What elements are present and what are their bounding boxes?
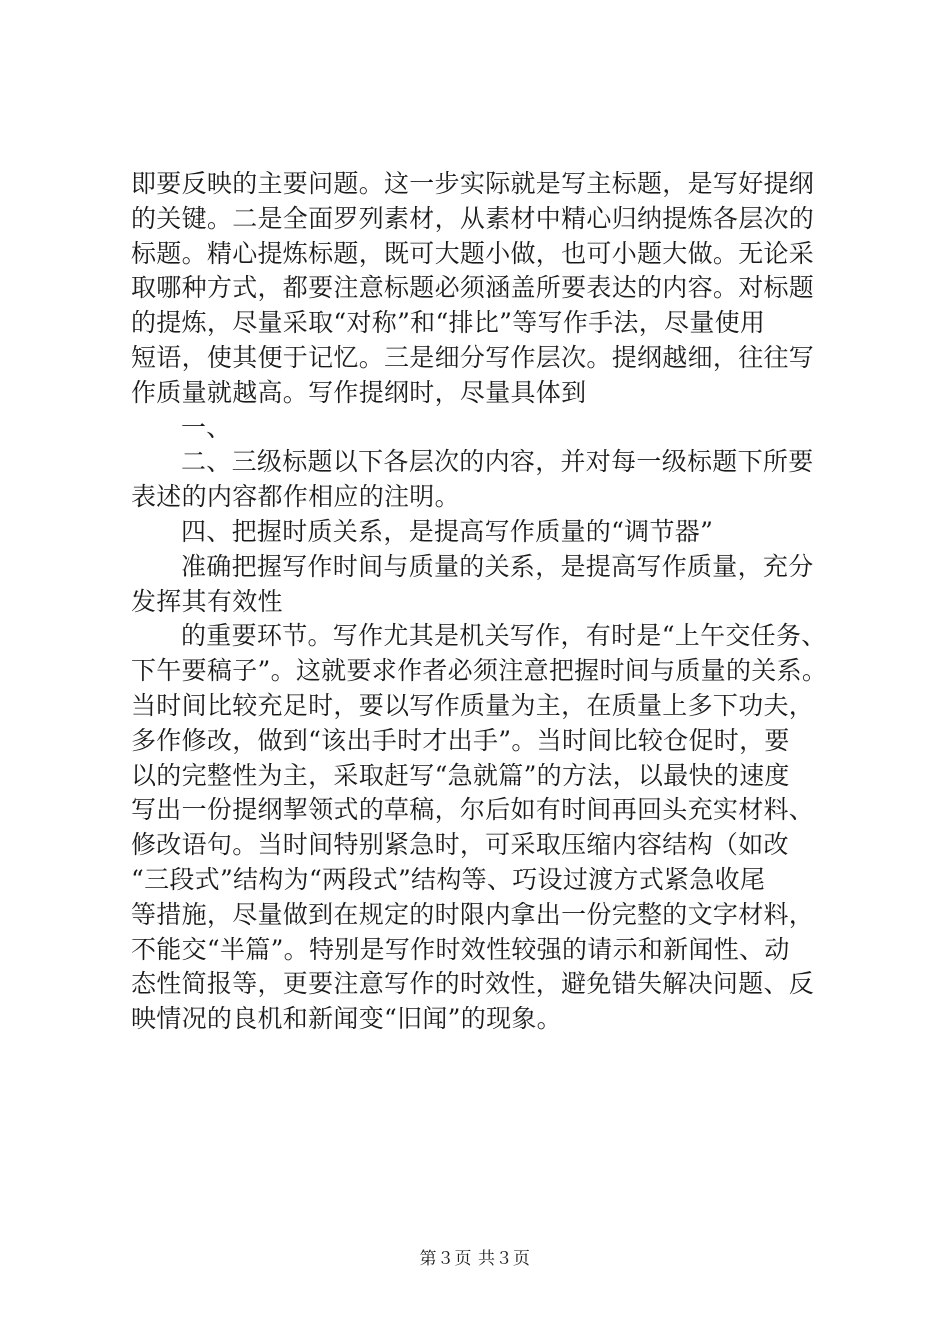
text-line: 等措施，尽量做到在规定的时限内拿出一份完整的文字材料， (131, 899, 815, 929)
text-line: 发挥其有效性 (131, 586, 283, 616)
text-line: 四、把握时质关系，是提高写作质量的“调节器” (181, 516, 714, 546)
text-line: 的关键。二是全面罗列素材，从素材中精心归纳提炼各层次的 (131, 203, 815, 233)
text-line: 不能交“半篇”。特别是写作时效性较强的请示和新闻性、动 (131, 934, 790, 964)
text-line: 短语，使其便于记忆。三是细分写作层次。提纲越细，往往写 (131, 342, 815, 372)
text-line: 的提炼，尽量采取“对称”和“排比”等写作手法，尽量使用 (131, 308, 766, 338)
text-line: “三段式”结构为“两段式”结构等、巧设过渡方式紧急收尾 (131, 864, 766, 894)
text-line: 写出一份提纲挈领式的草稿，尔后如有时间再回头充实材料、 (131, 795, 815, 825)
text-line: 当时间比较充足时，要以写作质量为主，在质量上多下功夫， (131, 690, 815, 720)
text-line: 以的完整性为主，采取赶写“急就篇”的方法，以最快的速度 (131, 760, 790, 790)
text-line: 的重要环节。写作尤其是机关写作，有时是“上午交任务、 (181, 621, 827, 651)
document-body (131, 167, 847, 1037)
text-line: 映情况的良机和新闻变“旧闻”的现象。 (131, 1004, 562, 1034)
text-line: 即要反映的主要问题。这一步实际就是写主标题，是写好提纲 (131, 169, 815, 198)
text-line: 二、三级标题以下各层次的内容，并对每一级标题下所要 (181, 447, 814, 477)
text-line: 取哪种方式，都要注意标题必须涵盖所要表达的内容。对标题 (131, 273, 815, 303)
text-line: 表述的内容都作相应的注明。 (131, 482, 460, 512)
text-line: 多作修改，做到“该出手时才出手”。当时间比较仓促时，要 (131, 725, 790, 755)
text-line: 一、 (181, 412, 232, 442)
text-line: 准确把握写作时间与质量的关系，是提高写作质量，充分 (181, 551, 814, 581)
page-footer: 第３页 共３页 (419, 1249, 531, 1269)
text-line: 修改语句。当时间特别紧急时，可采取压缩内容结构（如改 (131, 830, 789, 860)
text-line: 作质量就越高。写作提纲时，尽量具体到 (131, 377, 587, 407)
text-line: 下午要稿子”。这就要求作者必须注意把握时间与质量的关系。 (131, 656, 828, 686)
text-line: 态性简报等，更要注意写作的时效性，避免错失解决问题、反 (131, 969, 815, 999)
text-line: 标题。精心提炼标题，既可大题小做，也可小题大做。无论采 (131, 238, 815, 268)
